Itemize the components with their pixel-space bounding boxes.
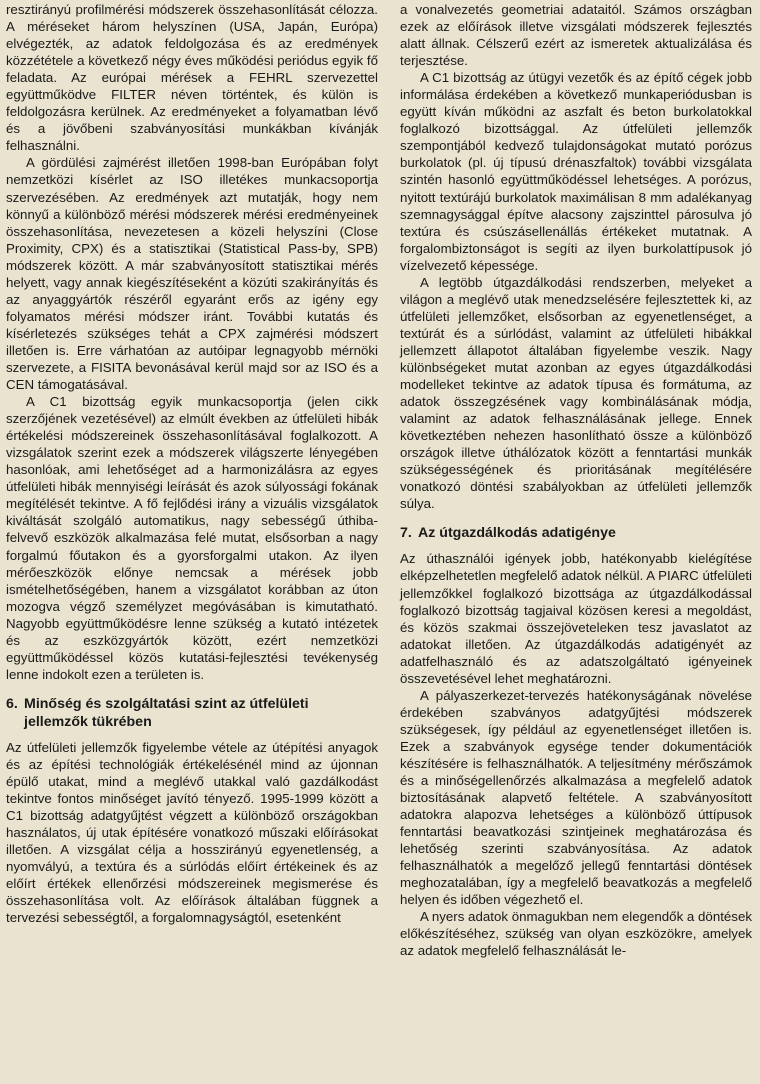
paragraph: A C1 bizottság az útügyi vezetők és az építő cégek jobb informálása érdekében a következő munkaperiódusban is együtt kíván működni az aszfalt és beton burkolatokkal foglalkozó bizottsággal. Az útfelületi jellemzők szempontjából kedvező tulajdonságokat mutató porózus burkolatok (pl. új típusú drénaszfaltok) további vizsgálata szintén hasonló együttműködéssel lehetséges. A porózus, nyitott textúrájú burkolatok maximálisan 8 mm adalékanyag szemnagysággal építve alacsony zajszinttel párosulva jó textúra és csúszásellenállás értékeket mutatnak. A forgalombiztonságot is segíti az ilyen burkolattípusok jó vízelvezető képessége. (400, 70, 752, 273)
section-title: Az útgazdálkodás adatigénye (418, 525, 616, 542)
paragraph: A nyers adatok önmagukban nem elegendők a döntések előkészítéséhez, szükség van olyan eszközökre, amelyek az adatok megfelelő felhasználását le- (400, 909, 752, 959)
section-number: 7. (400, 525, 412, 542)
left-column (6, 1, 378, 926)
paragraph: A pályaszerkezet-tervezés hatékonyságának növelése érdekében szabványos adatgyűjtési módszerek szükségesek, így például az egyenetlenséget illetően is. Ezek a szabványok egysége tender dokumentációk készítésére is felhasználhatók. A teljesítmény mérőszámok és a minőségellenőrzés alkalmazása a megfelelő adatok biztosításának alapvető feltétele. A szabványosított adatokra alapozva lehetséges a különböző úttípusok fenntartási beavatkozási szintjeinek meghatározása és lehetőség szerinti szabványosítása. Az adatok felhasználhatók a megelőző jellegű fenntartási döntések meghozatalában, így a megfelelő beavatkozás a megfelelő helyen és időben végezhető el. (400, 687, 752, 908)
paragraph: resztirányú profilmérési módszerek összehasonlítását célozza. A méréseket három helyszínen (USA, Japán, Európa) elvégezték, az adatok feldolgozása és az eredmények közzététele a következő négy éves működési periódus egyik fő feladata. Az európai mérések a FEHRL szervezettel együttműködve FILTER néven történtek, és külön is feldolgozásra kerülnek. Az eredményeket a folyamatban lévő és a jövőbeni szabványosítási munkákban kívánják felhasználni. (6, 2, 378, 154)
paragraph: A C1 bizottság egyik munkacsoportja (jelen cikk szerzőjének vezetésével) az elmúlt években az útfelületi hibák értékelési módszereinek összehasonlításával foglalkozott. A vizsgálatok szerint ezek a módszerek világszerte lényegében hasonlóak, ami lehetőséget ad a harmonizálásra az egyes útfelületi hibák mennyiségi leírását és azok súlyossági fokának megítélését tekintve. A fő fejlődési irány a vizuális vizsgálatok kiváltását szolgáló automatikus, nagy sebességű úthiba-felvevő eszközök alkalmazása felé mutat, elsősorban a nagy forgalmú főutakon és a gyorsforgalmi utakon. Az ilyen mérőeszközök előnye nemcsak a mérések jobb ismételhetőségében, hanem a vizsgálatot korábban az úton mozogva végző személyzet megóvásában is kimutatható. Nagyobb együttműködésre lenne szükség a kutató intézetek és az eszközgyártók között, ezért nemzetközi együttműködéssel közös kutatási-fejlesztési tevékenység lenne indokolt ezen a területen is. (6, 394, 378, 682)
paragraph: A gördülési zajmérést illetően 1998-ban Európában folyt nemzetközi kísérlet az ISO illetékes munkacsoportja szervezésében. Az eredmények azt mutatják, hogy nem könnyű a különböző mérési módszerek mérési eredményeinek összehasonlítása, nevezetesen a közeli helyszíni (Close Proximity, CPX) és a statisztikai (Statistical Pass-by, SPB) módszerek között. A már szabványosított statisztikai mérés helyett, vagy annak kiegészítéseként a közúti szakirányítás és az anyaggyártók részéről egyaránt erős az igény egy folyamatos mérési módszer iránt. További kutatás és kísérletezés szükséges tehát a CPX zajmérési módszert illetően is. Erre várhatóan az autóipar legnagyobb mérnöki szervezete, a FISITA bevonásával kerül majd sor az ISO és a CEN támogatásával. (6, 155, 378, 393)
paragraph: Az útfelületi jellemzők figyelembe vétele az útépítési anyagok és az építési technológiák értékelésénél mind az újonnan épülő utakat, mind a meglévő utakkal való gazdálkodást tekintve fontos minőséget javító tényező. 1995-1999 között a C1 bizottság adatgyűjtést végzett a különböző országokban használatos, új utak építésére vonatkozó műszaki előírásokat illetően. A vizsgálat célja a hosszirányú egyenetlenség, a nyomvályú, a textúra és a súrlódás előírt értékeinek és az előírt értékek ellenőrzési módszereinek megismerése és összehasonlítása volt. Az előírások általában függnek a tervezési sebességtől, a forgalomnagyságtól, esetenként (6, 739, 378, 926)
section-heading-7 (400, 524, 752, 542)
paragraph: a vonalvezetés geometriai adataitól. Számos országban ezek az előírások illetve vizsgálati módszerek fejlesztés alatt állnak. Célszerű ezért az ismeretek aktualizálása és terjesztése. (400, 2, 752, 69)
section-number: 6. (6, 695, 18, 712)
paragraph: A legtöbb útgazdálkodási rendszerben, melyeket a világon a meglévő utak menedzselésére fejlesztettek ki, az útfelületi jellemzőket, elsősorban az egyenetlenséget, a textúrát és a súrlódást, valamint az útfelületi hibákkal jellemzett állapotot általában figyelembe veszik. Nagy különbségeket mutat azonban az egyes útgazdálkodási modelleket tekintve az adatok típusa és formátuma, az adatok összegzésének vagy kombinálásának módja, valamint az adatok felhasználásának jellege. Ennek következtében nehezen hasonlítható össze a különböző országok illetve úthálózatok között a fenntartási munkák szükségességének és prioritásának megítélésére vonatkozó döntési szabályokban az útfelületi jellemzők súlya. (400, 274, 752, 512)
paragraph: Az úthasználói igények jobb, hatékonyabb kielégítése elképzelhetetlen megfelelő adatok nélkül. A PIARC útfelületi jellemzőkkel foglalkozó bizottsága az útgazdálkodással foglalkozó bizottság tagjaival közösen keresi a megoldást, és közös szakmai összejöveteleken tesz javaslatot az adatokat illetően. Az útgazdálkodás adatigényét az adatfelhasználó és az adatszolgáltató igényeinek összevetésével lehet meghatározni. (400, 551, 752, 686)
section-title-line-2: jellemzők tükrében (24, 713, 152, 730)
right-column (400, 1, 752, 960)
section-title-line-1: Minőség és szolgáltatási szint az útfelületi (24, 695, 309, 712)
section-heading-6 (6, 695, 378, 731)
